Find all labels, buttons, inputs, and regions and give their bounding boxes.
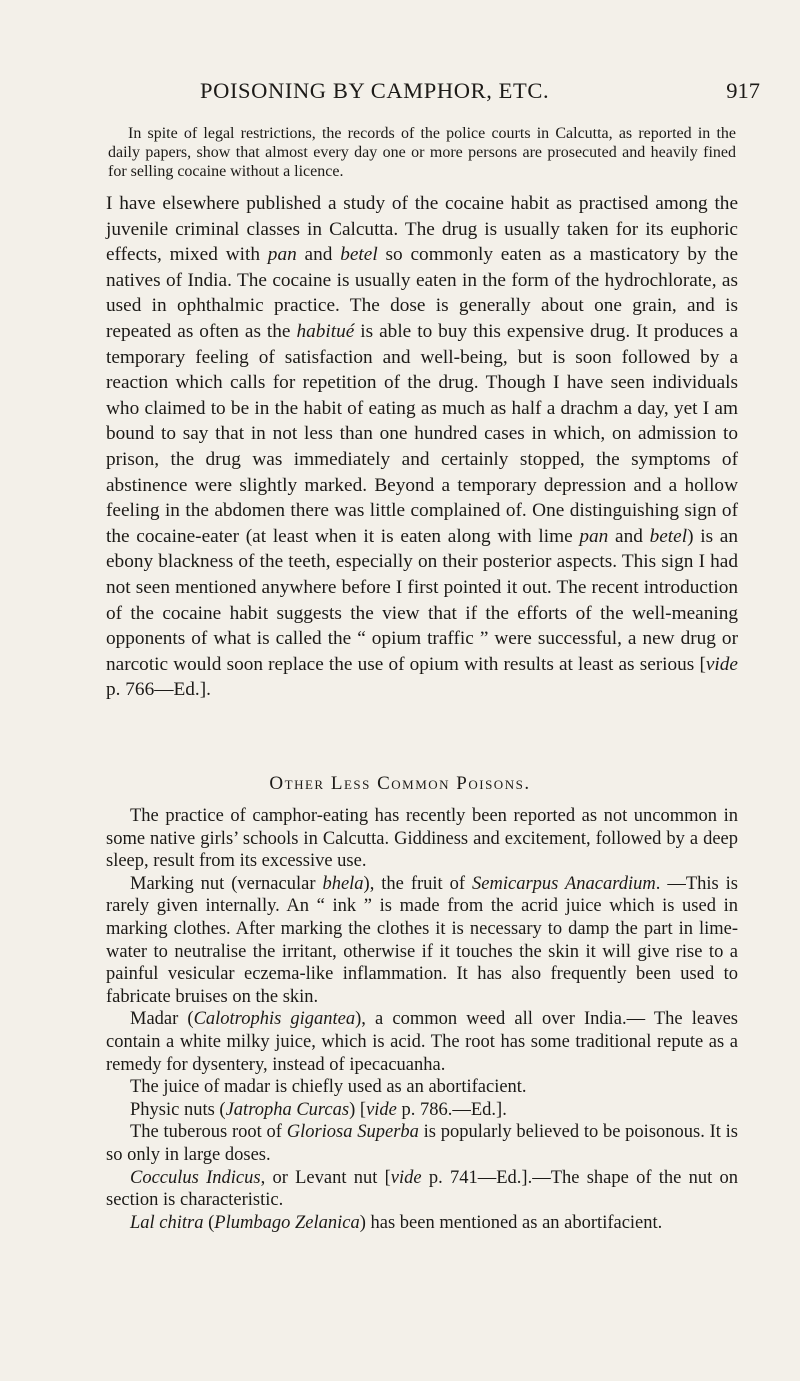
entry-gloriosa: The tuberous root of Gloriosa Superba is popularly believed to be poisonous. It is so only in large doses. xyxy=(106,1122,738,1165)
entry-cocculus: Cocculus Indicus, or Levant nut [vide p. 741—Ed.].—The shape of the nut on section is characteristic. xyxy=(106,1167,739,1211)
entry-madar-juice: The juice of madar is chiefly used as an abortifacient. xyxy=(130,1077,527,1098)
section-heading: Other Less Common Poisons. xyxy=(269,773,531,794)
page-header xyxy=(200,78,760,108)
page-number: 917 xyxy=(726,78,760,103)
entry-physic-nuts: Physic nuts (Jatropha Curcas) [vide p. 786.—Ed.]. xyxy=(130,1099,507,1120)
entry-camphor: The practice of camphor-eating has recently been reported as not uncommon in some native girls’ schools in Calcutta. Giddiness and excitement, followed by a deep sleep, result from its excessive use. xyxy=(106,806,738,872)
entry-marking-nut: Marking nut (vernacular bhela), the fruit of Semicarpus Anacardium. —This is rarely given internally. An “ ink ” is made from the acrid juice which is used in marking clothes. After marking the clothes it is necessary to damp the part in lime-water to neutralise the irritant, otherwise if it touches the skin it will give rise to a painful vesicular eczema-like inflammation. It has also frequently been used to fabricate bruises on the skin. xyxy=(106,873,738,1007)
running-head: POISONING BY CAMPHOR, ETC. xyxy=(200,78,550,103)
cocaine-habit-paragraph: I have elsewhere published a study of the cocaine habit as practised among the juvenile criminal classes in Calcutta. The drug is usually taken for its euphoric effects, mixed with pan and betel so commonly eaten as a masticatory by the natives of India. The cocaine is usually eaten in the form of the hydrochlorate, as used in ophthalmic practice. The dose is generally about one grain, and is repeated as often as the habitué is able to buy this expensive drug. It produces a temporary feeling of satisfaction and well-being, but is soon followed by a reaction which calls for repetition of the drug. Though I have seen individuals who claimed to be in the habit of eating as much as half a drachm a day, yet I am bound to say that in not less than one hundred cases in which, on admission to prison, the drug was immediately and certainly stopped, the symptoms of abstinence were slightly marked. Beyond a temporary depression and a hollow feeling in the abdomen there was little complained of. One distinguishing sign of the cocaine-eater (at least when it is eaten along with lime pan and betel) is an ebony blackness of the teeth, especially on their posterior aspects. This sign I had not seen mentioned anywhere before I first pointed it out. The recent introduction of the cocaine habit suggests the view that if the efforts of the well-meaning opponents of what is called the “ opium traffic ” were successful, a new drug or narcotic would soon replace the use of opium with results at least as serious [vide p. 766—Ed.]. xyxy=(106,193,738,701)
entry-madar: Madar (Calotrophis gigantea), a common weed all over India.— The leaves contain a white milky juice, which is acid. The root has some traditional repute as a remedy for dysentery, instead of ipecacuanha. xyxy=(106,1009,738,1075)
poison-entries xyxy=(106,805,738,1234)
intro-paragraph: In spite of legal restrictions, the records of the police courts in Calcutta, as reported in the daily papers, show that almost every day one or more persons are prosecuted and heavily fined for selling cocaine without a licence. xyxy=(108,125,736,180)
entry-lal-chitra: Lal chitra (Plumbago Zelanica) has been mentioned as an abortifacient. xyxy=(130,1212,663,1233)
